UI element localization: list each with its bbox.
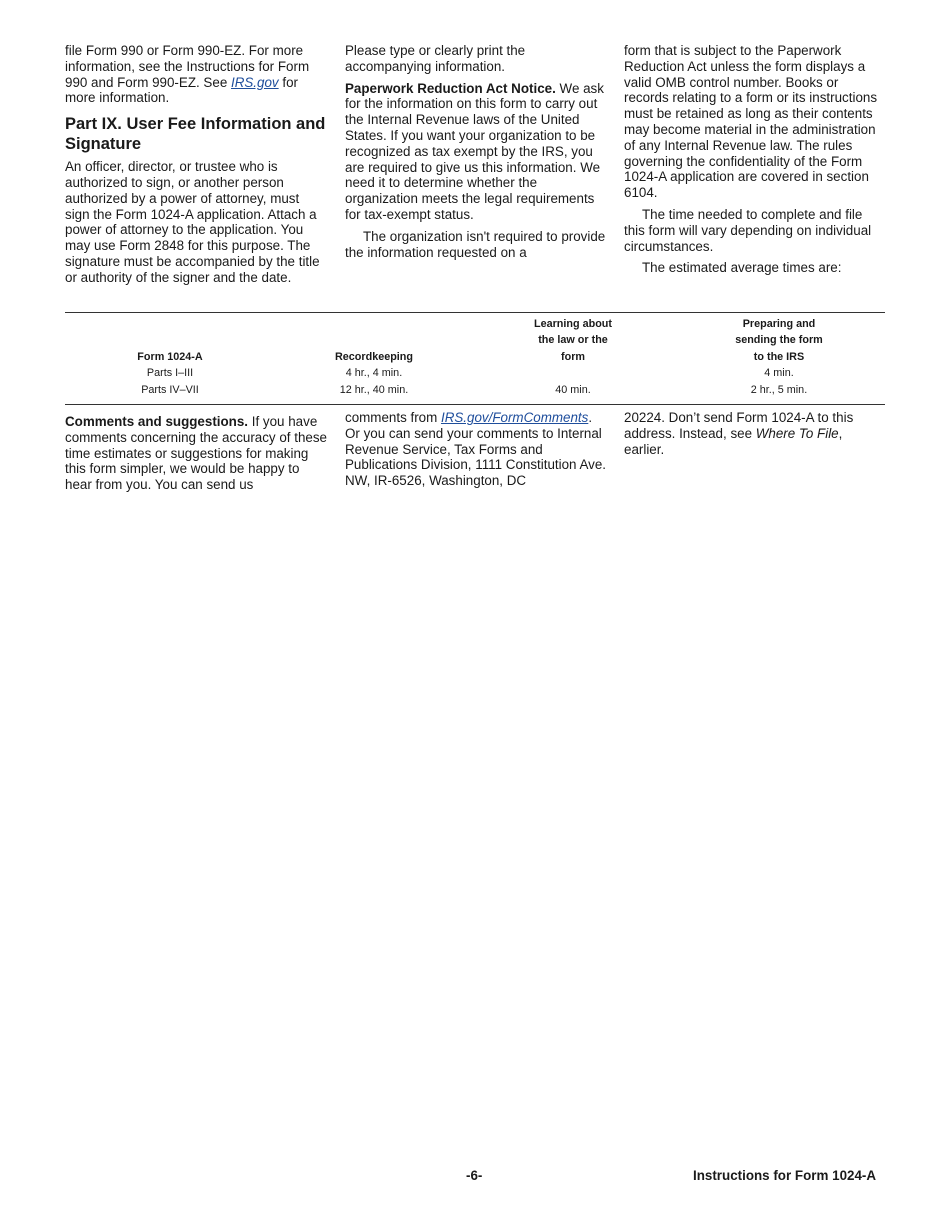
irs-form-comments-link[interactable]: IRS.gov/FormComments xyxy=(440,410,589,425)
paragraph: Please type or clearly print the accompanying information. xyxy=(345,43,526,74)
table-cell: Parts IV–VII xyxy=(141,383,199,396)
table-cell xyxy=(473,365,673,381)
page-number: -6- xyxy=(466,1168,483,1183)
table-cell: 4 min. xyxy=(764,367,794,380)
table-cell: Parts I–III xyxy=(146,367,194,380)
paragraph: comments from IRS.gov/FormComments. Or you can send your comments to Internal Revenue Service, Tax Forms and Publications Division, 1111 Constitution Ave. NW, IR-6526, Washington, DC xyxy=(345,410,607,489)
footer-title: Instructions for Form 1024-A xyxy=(693,1168,877,1183)
section-heading-part-ix: Part IX. User Fee Information and Signature xyxy=(65,115,326,154)
paragraph: An officer, director, or trustee who is authorized to sign, or another person authorized by a power of attorney, must sign the Form 1024-A application. Attach a power of attorney to the application. You may use Form 2848 for this purpose. The signature must be accompanied by the title or authority of the signer and the date. xyxy=(65,159,320,285)
table-cell: 40 min. xyxy=(555,383,591,396)
col-header-recordkeeping: Recordkeeping xyxy=(335,350,413,363)
table-bottom-rule xyxy=(65,404,885,405)
table-top-rule xyxy=(65,312,885,313)
paragraph: form that is subject to the Paperwork Reduction Act unless the form displays a valid OMB control number. Books or records relating to a form or its instructions must be retained as long as their contents may become material in the administration of any Internal Revenue law. The rules governing the confidentiality of the Form 1024-A application are covered in section 6104. xyxy=(624,43,878,201)
table-cell: 4 hr., 4 min. xyxy=(345,367,403,380)
paragraph: 20224. Don’t send Form 1024-A to this address. Instead, see Where To File, earlier. xyxy=(624,410,854,457)
column-1 xyxy=(65,43,327,292)
irs-gov-link[interactable]: IRS.gov xyxy=(230,74,279,90)
column-3 xyxy=(624,43,886,282)
bottom-column-2 xyxy=(345,410,607,495)
column-2 xyxy=(345,43,607,266)
paragraph: The time needed to complete and file this form will vary depending on individual circumstances. xyxy=(624,206,872,254)
comments-paragraph: Comments and suggestions. If you have comments concerning the accuracy of these time estimates or suggestions for making this form simpler, we would be happy to hear from you. You can send us xyxy=(65,414,327,493)
table-header-row xyxy=(65,316,885,365)
pra-label: Paperwork Reduction Act Notice. xyxy=(345,80,556,96)
estimated-times-table xyxy=(65,316,885,398)
col-header-form: Form 1024-A xyxy=(137,350,203,363)
col-header-learning: Learning about the law or the form xyxy=(534,318,612,363)
paragraph: file Form 990 or Form 990-EZ. For more information, see the Instructions for Form 990 and Form 990-EZ. See IRS.gov for more information. xyxy=(65,43,310,106)
paragraph: The organization isn't required to provide the information requested on a xyxy=(345,228,606,260)
bottom-column-1 xyxy=(65,414,327,499)
paperwork-reduction-notice: Paperwork Reduction Act Notice. We ask for the information on this form to carry out the Internal Revenue laws of the United States. If you want your organization to be recognized as tax exempt by the IRS, you are required to give us this information. We need it to determine whether the organization meets the legal requirements for tax-exempt status. xyxy=(345,80,604,222)
bottom-column-3 xyxy=(624,410,886,463)
comments-label: Comments and suggestions. xyxy=(65,414,249,429)
table-cell: 2 hr., 5 min. xyxy=(750,383,808,396)
table-row xyxy=(65,382,885,398)
table-row xyxy=(65,365,885,381)
table-cell: 12 hr., 40 min. xyxy=(339,383,409,396)
paragraph: The estimated average times are: xyxy=(642,260,842,276)
where-to-file-ref: Where To File xyxy=(755,425,839,441)
col-header-preparing: Preparing and sending the form to the IRS xyxy=(735,318,823,363)
